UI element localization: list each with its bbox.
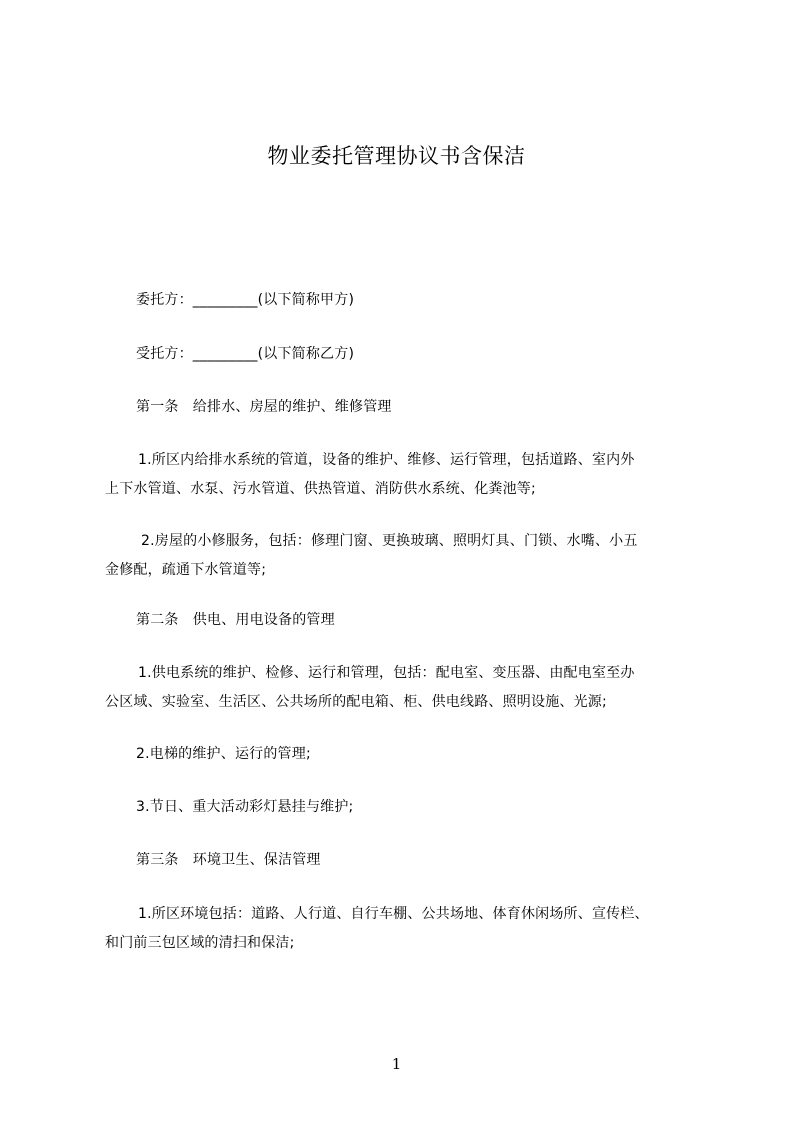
paragraph-line: 1.供电系统的维护、检修、运行和管理，包括：配电室、变压器、由配电室至办 bbox=[138, 665, 635, 681]
paragraph-line: 上下水管道、水泵、污水管道、供热管道、消防供水系统、化粪池等; bbox=[105, 481, 536, 497]
article-3-item-1 bbox=[105, 900, 691, 958]
paragraph-trustee-party bbox=[105, 340, 691, 369]
article-2-item-1 bbox=[105, 659, 691, 717]
paragraph-line: 2.电梯的维护、运行的管理; bbox=[136, 746, 311, 762]
article-2-heading bbox=[105, 606, 691, 635]
page-number: 1 bbox=[391, 1055, 402, 1073]
paragraph-line: 公区域、实验室、生活区、公共场所的配电箱、柜、供电线路、照明设施、光源; bbox=[105, 694, 607, 710]
paragraph-line: 1.所区环境包括：道路、人行道、自行车棚、公共场地、体育休闲场所、宣传栏、 bbox=[138, 906, 649, 922]
paragraph-line: 2.房屋的小修服务，包括：修理门窗、更换玻璃、照明灯具、门锁、水嘴、小五 bbox=[141, 533, 638, 549]
paragraph-line: 第一条 给排水、房屋的维护、维修管理 bbox=[136, 399, 392, 415]
article-1-item-2 bbox=[105, 527, 691, 585]
article-1-item-1 bbox=[105, 446, 691, 504]
article-1-heading bbox=[105, 393, 691, 422]
article-2-item-2 bbox=[105, 740, 691, 769]
paragraph-line: 和门前三包区域的清扫和保洁; bbox=[105, 935, 295, 951]
paragraph-line: 第二条 供电、用电设备的管理 bbox=[136, 612, 335, 628]
paragraph-client-party bbox=[105, 286, 691, 315]
paragraph-line: 金修配，疏通下水管道等; bbox=[105, 562, 267, 578]
article-2-item-3 bbox=[105, 793, 691, 822]
article-3-heading bbox=[105, 846, 691, 875]
paragraph-line: 委托方：_________(以下简称甲方) bbox=[136, 292, 355, 308]
paragraph-line: 第三条 环境卫生、保洁管理 bbox=[136, 852, 321, 868]
document-title: 物业委托管理协议书含保洁 bbox=[267, 144, 526, 168]
paragraph-line: 3.节日、重大活动彩灯悬挂与维护; bbox=[136, 799, 354, 815]
paragraph-line: 受托方：_________(以下简称乙方) bbox=[136, 346, 355, 362]
paragraph-line: 1.所区内给排水系统的管道，设备的维护、维修、运行管理，包括道路、室内外 bbox=[138, 452, 635, 468]
